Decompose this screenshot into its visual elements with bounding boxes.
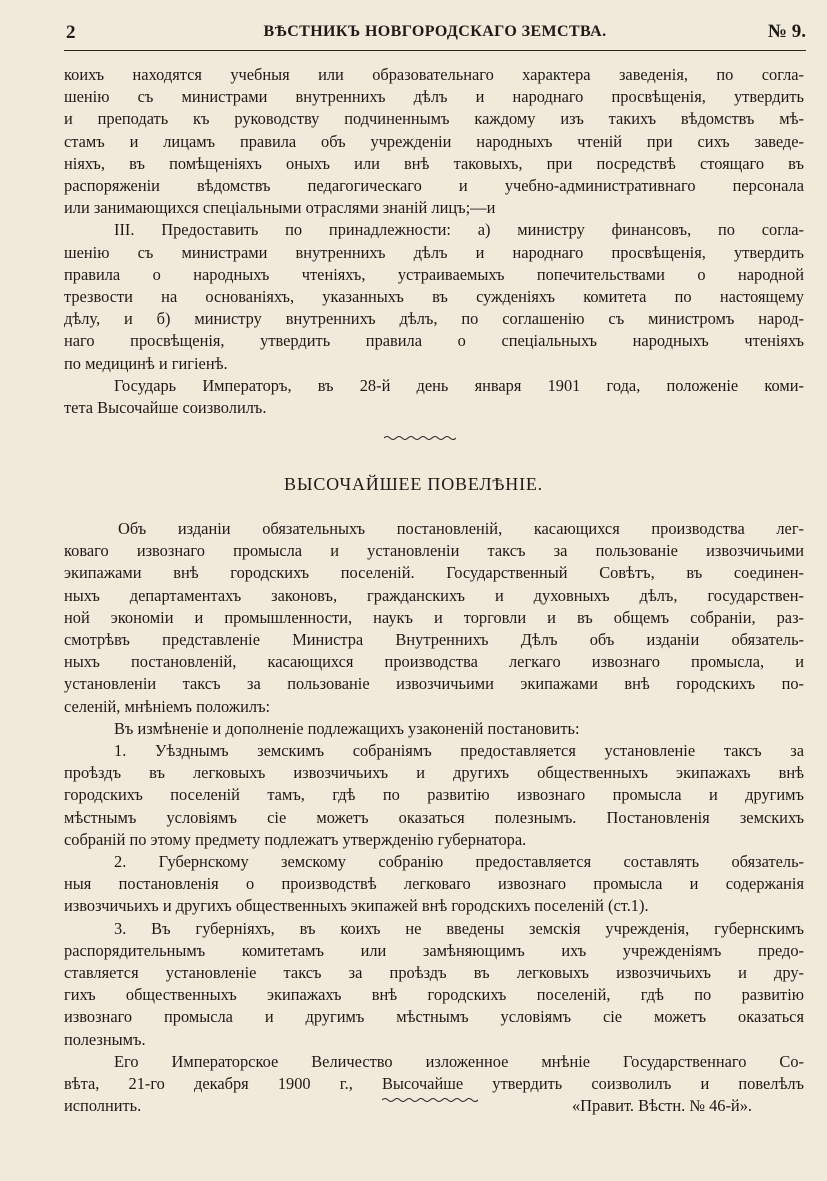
- text-line: установленіи таксъ за пользованіе извозчичьими экипажами внѣ городскихъ по-: [64, 674, 804, 694]
- text-line: трезвости на основаніяхъ, указанныхъ въ сужденіяхъ комитета по настоящему: [64, 287, 804, 307]
- text-line: гихъ общественныхъ экипажахъ внѣ городскихъ поселеній, гдѣ по развитію: [64, 985, 804, 1005]
- text-line: коихъ находятся учебныя или образовательнаго характера заведенія, по согла-: [64, 65, 804, 84]
- issue-number: № 9.: [767, 21, 806, 42]
- text-line: по медицинѣ и гигіенѣ.: [64, 353, 228, 373]
- text-line: 2. Губернскому земскому собранію предоставляется составлять обязатель-: [114, 852, 804, 872]
- paragraph-item-1: [64, 740, 804, 851]
- text-line: ныя постановленія о производствѣ легковаго извознаго промысла и содержанія: [64, 874, 804, 894]
- closing-last-word: исполнить.: [64, 1096, 142, 1116]
- paragraph-iii: [64, 219, 804, 374]
- page-header: [64, 20, 806, 51]
- text-line: ныхъ департаментахъ законовъ, гражданскихъ и духовныхъ дѣлъ, государствен-: [64, 585, 804, 605]
- source-citation: «Правит. Вѣстн. № 46-й».: [571, 1096, 752, 1116]
- text-line: Государь Императоръ, въ 28-й день января 1901 года, положеніе коми-: [114, 375, 804, 395]
- paragraph-educational-readings: [64, 64, 804, 219]
- text-line: дѣлу, и б) министру внутреннихъ дѣлъ, по соглашенію съ министромъ народ-: [64, 309, 804, 329]
- page-number: 2: [66, 22, 76, 43]
- text-line: правила о народныхъ чтеніяхъ, устраиваемыхъ попечительствами о народной: [64, 264, 804, 284]
- text-line: селеній, мнѣніемъ положилъ:: [64, 696, 271, 716]
- decree-title: ВЫСОЧАЙШЕЕ ПОВЕЛѢНІЕ.: [284, 474, 543, 494]
- paragraph-item-2: [64, 851, 804, 918]
- text-line: ной экономіи и промышленности, наукъ и торговли и въ общемъ собраніи, раз-: [64, 607, 804, 627]
- text-line: стамъ и лицамъ правила объ учрежденіи народныхъ чтеній при сихъ заведе-: [64, 131, 804, 151]
- text-line: коваго извознаго промысла и установленіи таксъ за пользованіе извозчичьими: [64, 541, 804, 561]
- text-line: шенію съ министрами внутреннихъ дѣлъ и народнаго просвѣщенія, утвердить: [64, 242, 804, 262]
- text-line: Въ измѣненіе и дополненіе подлежащихъ узаконеній постановить:: [114, 718, 580, 738]
- decree-section: [64, 518, 804, 1117]
- text-line: тета Высочайше соизволилъ.: [64, 398, 267, 418]
- text-line: 3. Въ губерніяхъ, въ коихъ не введены земскія учрежденія, губернскимъ: [114, 918, 804, 938]
- text-line: шенію съ министрами внутреннихъ дѣлъ и народнаго просвѣщенія, утвердить: [64, 87, 804, 107]
- paragraph-emperor-approval: [64, 375, 804, 419]
- text-line: или занимающихся спеціальными отраслями знаній лицъ;—и: [64, 198, 496, 218]
- text-line: ныхъ постановленій, касающихся производства легкаго извознаго промысла, и: [64, 652, 804, 672]
- text-line: собраній по этому предмету подлежатъ утвержденію губернатора.: [64, 829, 527, 849]
- text-line: смотрѣвъ представленіе Министра Внутреннихъ Дѣлъ объ изданіи обязатель-: [64, 630, 804, 650]
- paragraph-resolve: [64, 718, 804, 740]
- paragraph-decree-intro: [64, 518, 804, 718]
- text-line: извозчичьихъ и другихъ общественныхъ экипажей внѣ городскихъ поселеній (ст.1).: [64, 896, 649, 916]
- text-line: распоряженіи вѣдомствъ педагогическаго и учебно-административнаго персонала: [64, 176, 804, 196]
- text-line: мѣстнымъ условіямъ сіе можетъ оказаться полезнымъ. Постановленія земскихъ: [64, 807, 804, 827]
- text-line: и преподать къ руководству подчиненнымъ каждому изъ такихъ вѣдомствъ мѣ-: [64, 109, 804, 129]
- text-line: вѣта, 21-го декабря 1900 г., Высочайше утвердить соизволилъ и повелѣлъ: [64, 1074, 804, 1094]
- ornament-divider-top: [384, 434, 456, 442]
- text-line: наго просвѣщенія, утвердить правила о спеціальныхъ народныхъ чтеніяхъ: [64, 331, 804, 351]
- text-line: 1. Уѣзднымъ земскимъ собраніямъ предоставляется установленіе таксъ за: [114, 741, 804, 761]
- paragraph-closing: [64, 1051, 804, 1095]
- text-line: III. Предоставить по принадлежности: а) министру финансовъ, по согла-: [114, 220, 804, 240]
- text-line: ніяхъ, въ помѣщеніяхъ оныхъ или внѣ таковыхъ, при посредствѣ стоящаго въ: [64, 153, 804, 173]
- top-section: [64, 64, 804, 419]
- paragraph-item-3: [64, 918, 804, 1051]
- journal-title: ВѢСТНИКЪ НОВГОРОДСКАГО ЗЕМСТВА.: [263, 23, 607, 40]
- text-line: экипажами внѣ городскихъ поселеній. Государственный Совѣтъ, въ соединен-: [64, 563, 804, 583]
- text-line: полезнымъ.: [64, 1029, 146, 1049]
- ornament-divider-bottom: [382, 1096, 478, 1104]
- text-line: Объ изданіи обязательныхъ постановленій, касающихся производства лег-: [118, 519, 804, 538]
- text-line: распорядительнымъ комитетамъ или замѣняющимъ ихъ учрежденіямъ предо-: [64, 940, 804, 960]
- text-line: извознаго промысла и другимъ мѣстнымъ условіямъ сіе можетъ оказаться: [64, 1007, 804, 1027]
- text-line: ставляется установленіе таксъ за проѣздъ въ легковыхъ извозчичьихъ и дру-: [64, 963, 804, 983]
- text-line: проѣздъ въ легковыхъ извозчичьихъ и другихъ общественныхъ экипажахъ внѣ: [64, 763, 804, 783]
- text-line: Его Императорское Величество изложенное мнѣніе Государственнаго Со-: [114, 1051, 804, 1071]
- text-line: городскихъ поселеній тамъ, гдѣ по развитію извознаго промысла и другимъ: [64, 785, 804, 805]
